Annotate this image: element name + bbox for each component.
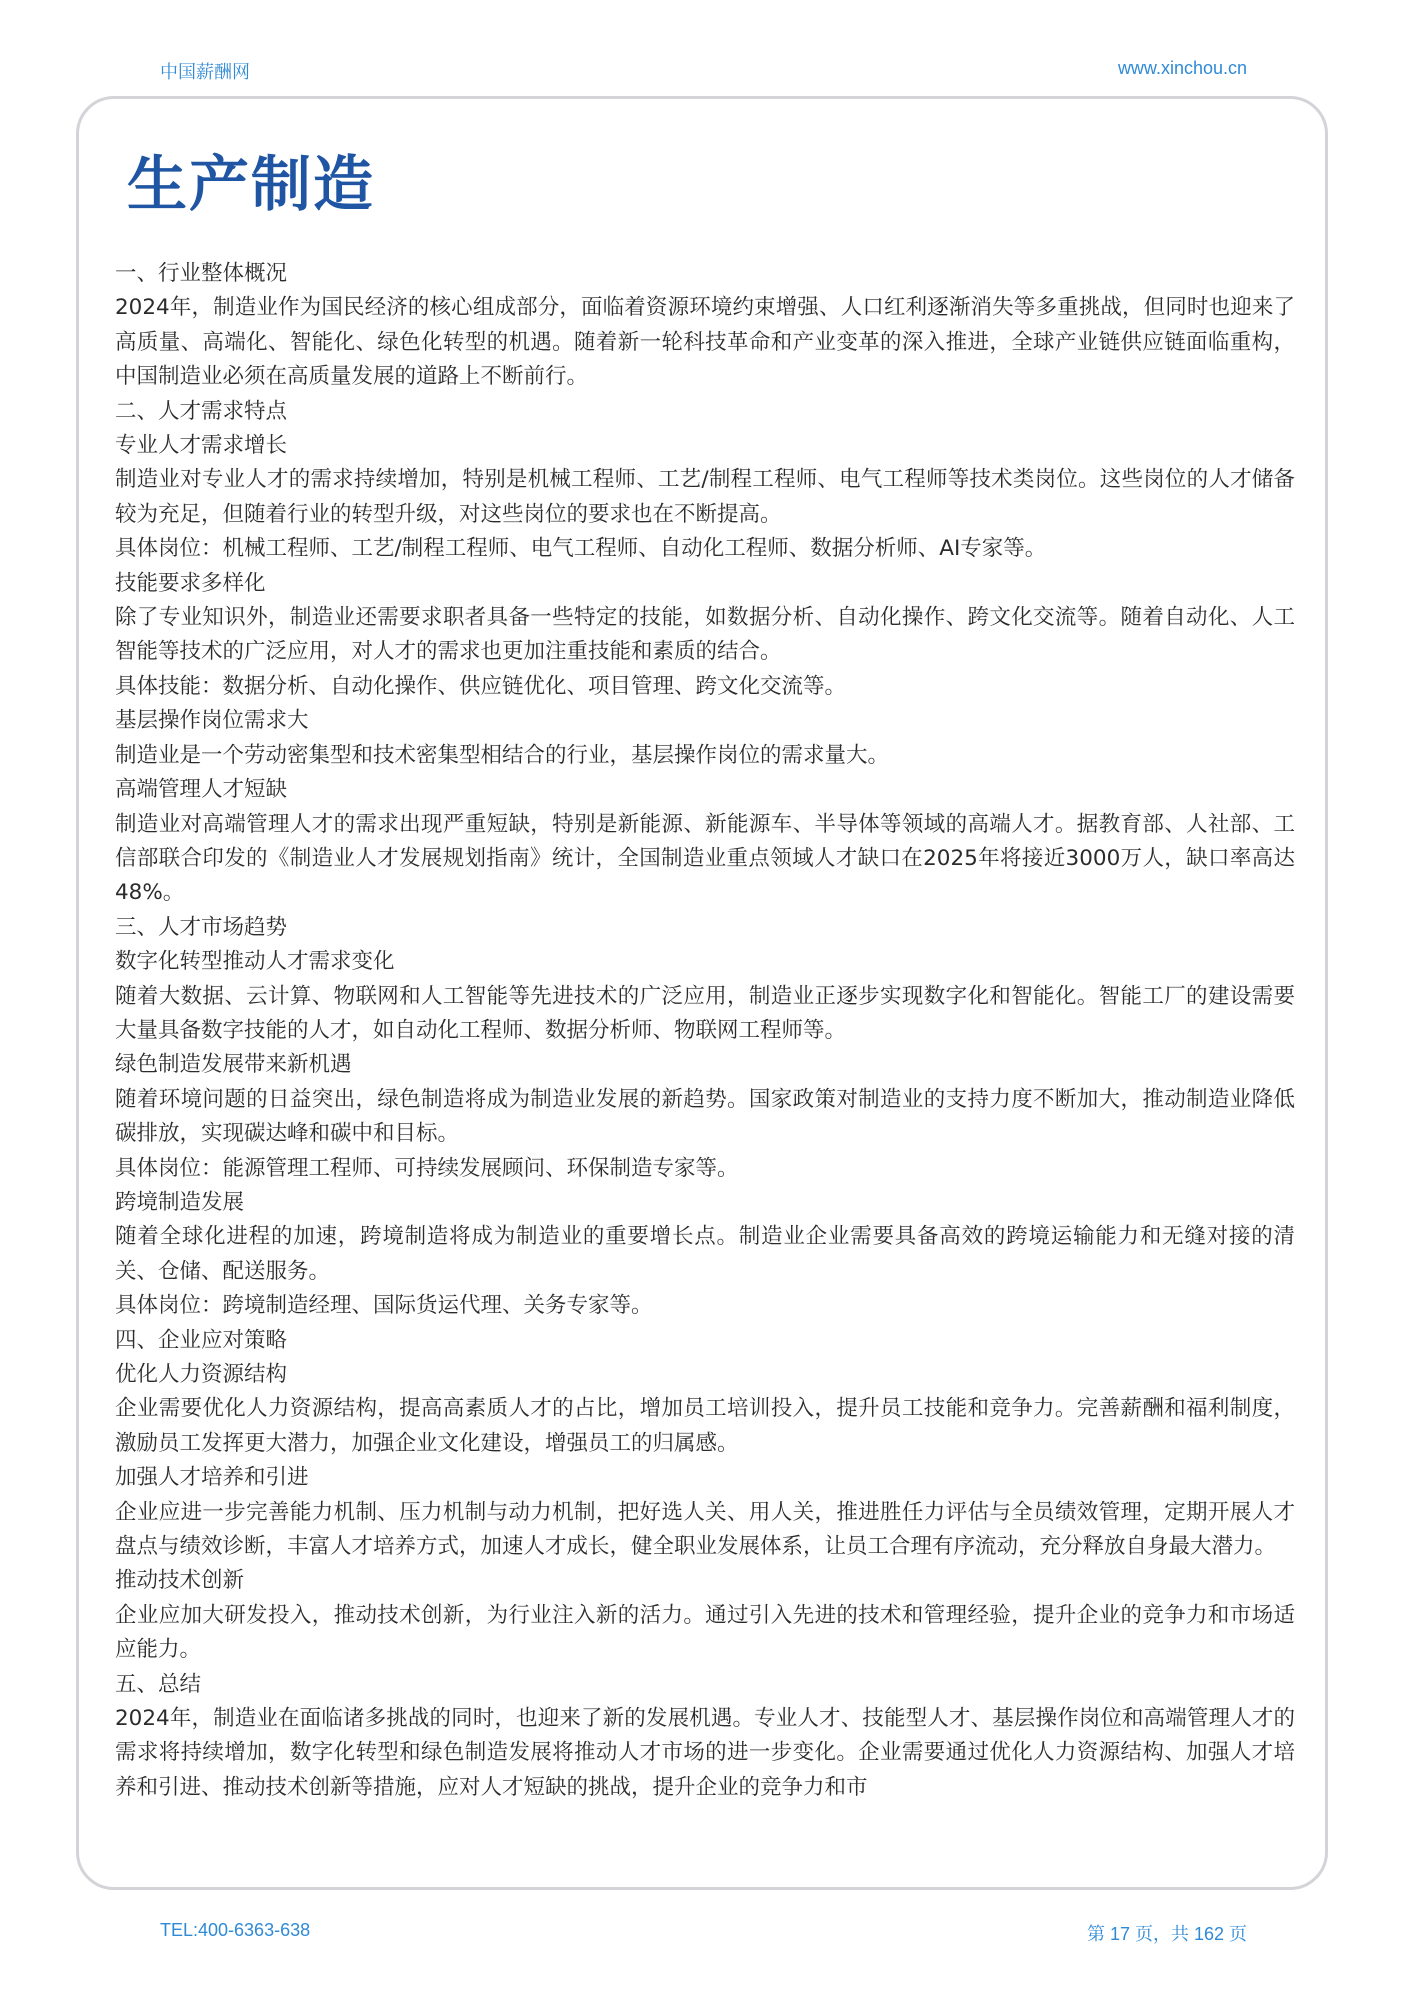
paragraph-senior-management-shortage: 制造业对高端管理人才的需求出现严重短缺，特别是新能源、新能源车、半导体等领域的高端人才。据教育部、人社部、工信部联合印发的《制造业人才发展规划指南》统计，全国制造业重点领域人才缺口在2025年将接近3000万人，缺口率高达48%。 (115, 811, 1295, 906)
paragraph-green-manufacturing: 随着环境问题的日益突出，绿色制造将成为制造业发展的新趋势。国家政策对制造业的支持力度不断加大，推动制造业降低碳排放，实现碳达峰和碳中和目标。 (115, 1086, 1295, 1147)
section-heading-market-trends: 三、人才市场趋势 (115, 914, 288, 940)
section-heading-summary: 五、总结 (115, 1671, 202, 1697)
paragraph-specific-positions: 具体岗位：机械工程师、工艺/制程工程师、电气工程师、自动化工程师、数据分析师、AI专家等。 (115, 536, 1047, 562)
subheading-professional-talent: 专业人才需求增长 (115, 433, 288, 459)
subheading-green-manufacturing: 绿色制造发展带来新机遇 (115, 1052, 352, 1078)
paragraph-grassroots-demand: 制造业是一个劳动密集型和技术密集型相结合的行业，基层操作岗位的需求量大。 (115, 742, 890, 768)
section-heading-talent-demand: 二、人才需求特点 (115, 398, 288, 424)
paragraph-overview: 2024年，制造业作为国民经济的核心组成部分，面临着资源环境约束增强、人口红利逐渐消失等多重挑战，但同时也迎来了高质量、高端化、智能化、绿色化转型的机遇。随着新一轮科技革命和产业变革的深入推进，全球产业链供应链面临重构，中国制造业必须在高质量发展的道路上不断前行。 (115, 295, 1295, 390)
paragraph-skill-diversity: 除了专业知识外，制造业还需要求职者具备一些特定的技能，如数据分析、自动化操作、跨文化交流等。随着自动化、人工智能等技术的广泛应用，对人才的需求也更加注重技能和素质的结合。 (115, 605, 1295, 665)
header-url[interactable]: www.xinchou.cn (1117, 58, 1247, 78)
paragraph-specific-skills: 具体技能：数据分析、自动化操作、供应链优化、项目管理、跨文化交流等。 (115, 673, 847, 699)
content-body (115, 257, 1295, 1805)
footer-page-info: 第 17 页，共 162 页 (1086, 1924, 1247, 1944)
subheading-cross-border: 跨境制造发展 (115, 1189, 245, 1215)
paragraph-green-positions: 具体岗位：能源管理工程师、可持续发展顾问、环保制造专家等。 (115, 1155, 739, 1181)
paragraph-tech-innovation: 企业应加大研发投入，推动技术创新，为行业注入新的活力。通过引入先进的技术和管理经验，提升企业的竞争力和市场适应能力。 (115, 1602, 1295, 1663)
paragraph-summary: 2024年，制造业在面临诸多挑战的同时，也迎来了新的发展机遇。专业人才、技能型人才、基层操作岗位和高端管理人才的需求将持续增加，数字化转型和绿色制造发展将推动人才市场的进一步变化。企业需要通过优化人力资源结构、加强人才培养和引进、推动技术创新等措施，应对人才短缺的挑战，提升企业的竞争力和市 (115, 1706, 1295, 1800)
subheading-tech-innovation: 推动技术创新 (115, 1568, 245, 1594)
paragraph-cross-border-positions: 具体岗位：跨境制造经理、国际货运代理、关务专家等。 (115, 1293, 653, 1319)
paragraph-digital-transformation: 随着大数据、云计算、物联网和人工智能等先进技术的广泛应用，制造业正逐步实现数字化和智能化。智能工厂的建设需要大量具备数字技能的人才，如自动化工程师、数据分析师、物联网工程师等。 (115, 983, 1295, 1043)
subheading-skill-diversity: 技能要求多样化 (115, 570, 266, 596)
subheading-optimize-hr: 优化人力资源结构 (115, 1362, 288, 1387)
page-title: 生产制造 (127, 150, 375, 220)
paragraph-professional-talent: 制造业对专业人才的需求持续增加，特别是机械工程师、工艺/制程工程师、电气工程师等技术类岗位。这些岗位的人才储备较为充足，但随着行业的转型升级，对这些岗位的要求也在不断提高。 (115, 467, 1295, 527)
paragraph-cross-border: 随着全球化进程的加速，跨境制造将成为制造业的重要增长点。制造业企业需要具备高效的跨境运输能力和无缝对接的清关、仓储、配送服务。 (115, 1224, 1295, 1284)
footer-tel: TEL:400-6363-638 (160, 1920, 311, 1940)
paragraph-talent-cultivation: 企业应进一步完善能力机制、压力机制与动力机制，把好选人关、用人关，推进胜任力评估与全员绩效管理，定期开展人才盘点与绩效诊断，丰富人才培养方式，加速人才成长，健全职业发展体系，让员工合理有序流动，充分释放自身最大潜力。 (115, 1499, 1295, 1560)
paragraph-optimize-hr: 企业需要优化人力资源结构，提高高素质人才的占比，增加员工培训投入，提升员工技能和竞争力。完善薪酬和福利制度，激励员工发挥更大潜力，加强企业文化建设，增强员工的归属感。 (115, 1396, 1295, 1456)
content-frame (76, 96, 1328, 1890)
subheading-senior-management-shortage: 高端管理人才短缺 (115, 777, 288, 803)
section-heading-strategies: 四、企业应对策略 (115, 1327, 288, 1353)
subheading-talent-cultivation: 加强人才培养和引进 (115, 1465, 309, 1491)
subheading-digital-transformation: 数字化转型推动人才需求变化 (115, 949, 395, 975)
header-brand: 中国薪酬网 (160, 62, 250, 82)
subheading-grassroots-demand: 基层操作岗位需求大 (115, 708, 309, 734)
section-heading-overview: 一、行业整体概况 (115, 261, 288, 286)
